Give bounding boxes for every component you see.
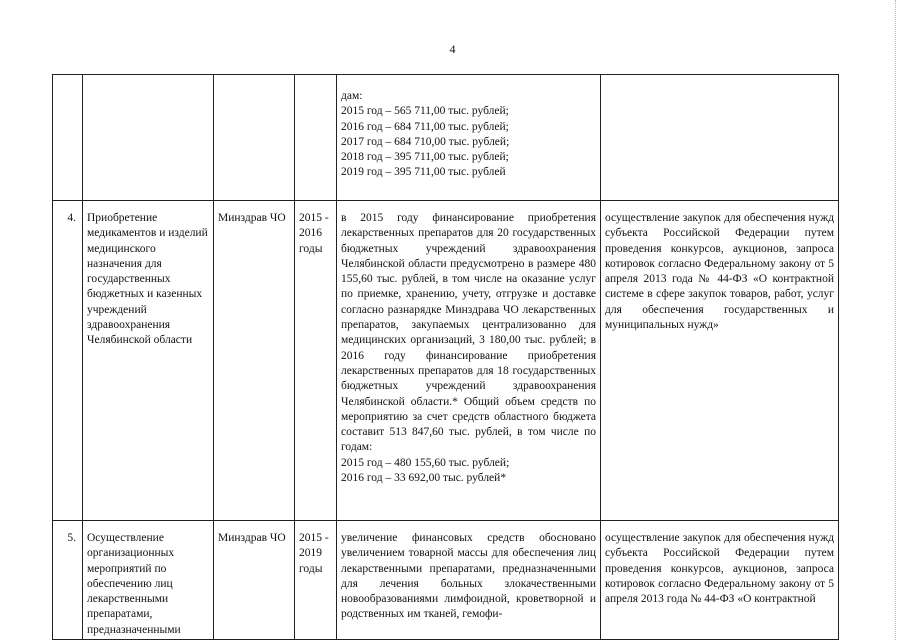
- measure-title: Приобретение медикаментов и изделий медицинского назначения для государственных бюджетных и казенных учреждений здравоохранения Челябинской области: [83, 201, 214, 521]
- measure-title: Осуществление организационных мероприятий по обеспечению лиц лекарственными препаратами, предназначенными: [83, 521, 214, 640]
- measure-description: [337, 75, 601, 201]
- row-number: [53, 75, 83, 201]
- description-line: 2019 год – 395 711,00 тыс. рублей: [341, 166, 506, 179]
- description-line: 2017 год – 684 710,00 тыс. рублей;: [341, 135, 510, 148]
- scan-edge-divider: [895, 0, 897, 640]
- measure-title: [83, 75, 214, 201]
- expected-result: [601, 75, 839, 201]
- table-row: [53, 201, 839, 521]
- row-number: 4.: [53, 201, 83, 521]
- description-text: в 2015 году финансирование приобретения лекарственных препаратов для 20 государственных бюджетных учреждений здравоохранения Челябинской области предусмотрено в размере 480 155,60 тыс. рублей, в том числе на оказание услуг по приемке, хранению, учету, отгрузке и доставке согласно разнарядке Минздрава ЧО лекарственных препаратов, закупаемых централизованно для медицинских организаций, 3 180,00 тыс. рублей; в 2016 году финансирование приобретения лекарственных препаратов для 18 государственных бюджетных учреждений здравоохранения Челябинской области.* Общий объем средств по мероприятию за счет средств областного бюджета составит 513 847,60 тыс. рублей, в том числе по годам:: [341, 212, 596, 454]
- executor: Минздрав ЧО: [214, 201, 295, 521]
- measures-table: [52, 74, 839, 640]
- executor: [214, 75, 295, 201]
- description-line: 2016 год – 684 711,00 тыс. рублей;: [341, 120, 509, 133]
- description-year-line: 2015 год – 480 155,60 тыс. рублей;: [341, 456, 510, 469]
- period: 2015 - 2016 годы: [295, 201, 337, 521]
- period: [295, 75, 337, 201]
- description-line: 2018 год – 395 711,00 тыс. рублей;: [341, 151, 509, 164]
- executor: Минздрав ЧО: [214, 521, 295, 640]
- expected-result: осуществление закупок для обеспечения нужд субъекта Российской Федерации путем проведения конкурсов, аукционов, запроса котировок согласно Федеральному закону от 5 апреля 2013 года № 44-ФЗ «О контрактной системе в сфере закупок товаров, работ, услуг для обеспечения государственных и муниципальных нужд»: [601, 201, 839, 521]
- measure-description: увеличение финансовых средств обосновано увеличением товарной массы для обеспечения лиц лекарственными препаратами, предназначенными для лечения больных злокачественными новообразованиями лимфоидной, кроветворной и родственных им тканей, гемофи-: [337, 521, 601, 640]
- page-number: 4: [449, 42, 456, 56]
- description-year-line: 2016 год – 33 692,00 тыс. рублей*: [341, 472, 507, 485]
- description-line: 2015 год – 565 711,00 тыс. рублей;: [341, 105, 509, 118]
- row-number: 5.: [53, 521, 83, 640]
- measure-description: [337, 201, 601, 521]
- table-row: [53, 75, 839, 201]
- period: 2015 - 2019 годы: [295, 521, 337, 640]
- description-line: дам:: [341, 90, 363, 102]
- expected-result: осуществление закупок для обеспечения нужд субъекта Российской Федерации путем проведения конкурсов, аукционов, запроса котировок согласно Федеральному закону от 5 апреля 2013 года № 44-ФЗ «О контрактной: [601, 521, 839, 640]
- table-row: [53, 521, 839, 640]
